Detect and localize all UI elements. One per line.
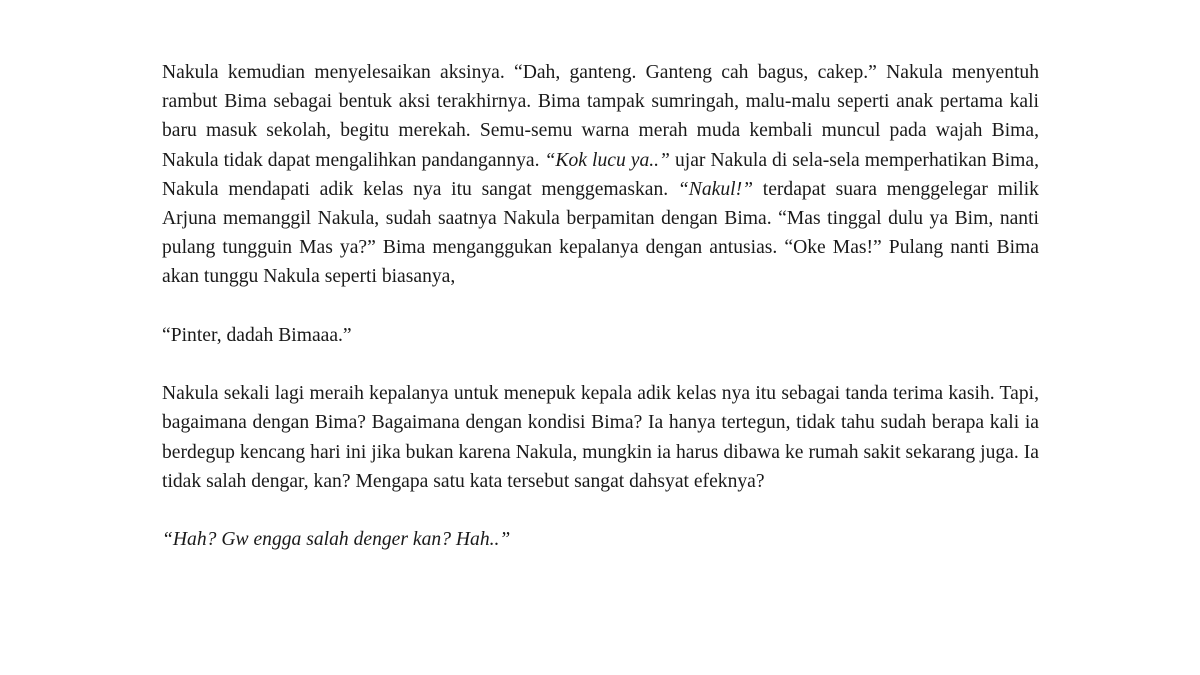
paragraph-1 bbox=[162, 58, 1039, 292]
paragraph-4: “Hah? Gw engga salah denger kan? Hah..” bbox=[162, 529, 511, 551]
document-page bbox=[162, 58, 1039, 554]
paragraph-spacer bbox=[162, 292, 1039, 321]
paragraph-1-text-b: ujar Nakula di sela-sela memperhatikan Bima, Nakula mendapati adik kelas nya itu sangat menggemaskan. bbox=[162, 149, 1039, 200]
paragraph-spacer bbox=[162, 350, 1039, 379]
paragraph-spacer bbox=[162, 496, 1039, 525]
paragraph-1-italic-b: “Nakul!” bbox=[677, 178, 754, 200]
paragraph-3: Nakula sekali lagi meraih kepalanya untuk menepuk kepala adik kelas nya itu sebagai tanda terima kasih. Tapi, bagaimana dengan Bima? Bagaimana dengan kondisi Bima? Ia hanya tertegun, tidak tahu sudah berapa kali ia berdegup kencang hari ini jika bukan karena Nakula, mungkin ia harus dibawa ke rumah sakit sekarang juga. Ia tidak salah dengar, kan? Mengapa satu kata tersebut sangat dahsyat efeknya? bbox=[162, 383, 1039, 492]
paragraph-1-text-c: terdapat suara menggelegar milik Arjuna memanggil Nakula, sudah saatnya Nakula berpamitan dengan Bima. “Mas tinggal dulu ya Bim, nanti pulang tungguin Mas ya?” Bima menganggukan kepalanya dengan antusias. “Oke Mas!” Pulang nanti Bima akan tunggu Nakula seperti biasanya, bbox=[162, 178, 1039, 288]
paragraph-1-text-a: Nakula kemudian menyelesaikan aksinya. “Dah, ganteng. Ganteng cah bagus, cakep.” Nakula menyentuh rambut Bima sebagai bentuk aksi terakhirnya. Bima tampak sumringah, malu-malu seperti anak pertama kali baru masuk sekolah, begitu merekah. Semu-semu warna merah muda kembali muncul pada wajah Bima, Nakula tidak dapat mengalihkan pandangannya. bbox=[162, 62, 1039, 171]
paragraph-1-italic-a: “Kok lucu ya..” bbox=[544, 149, 670, 171]
paragraph-2: “Pinter, dadah Bimaaa.” bbox=[162, 324, 352, 346]
